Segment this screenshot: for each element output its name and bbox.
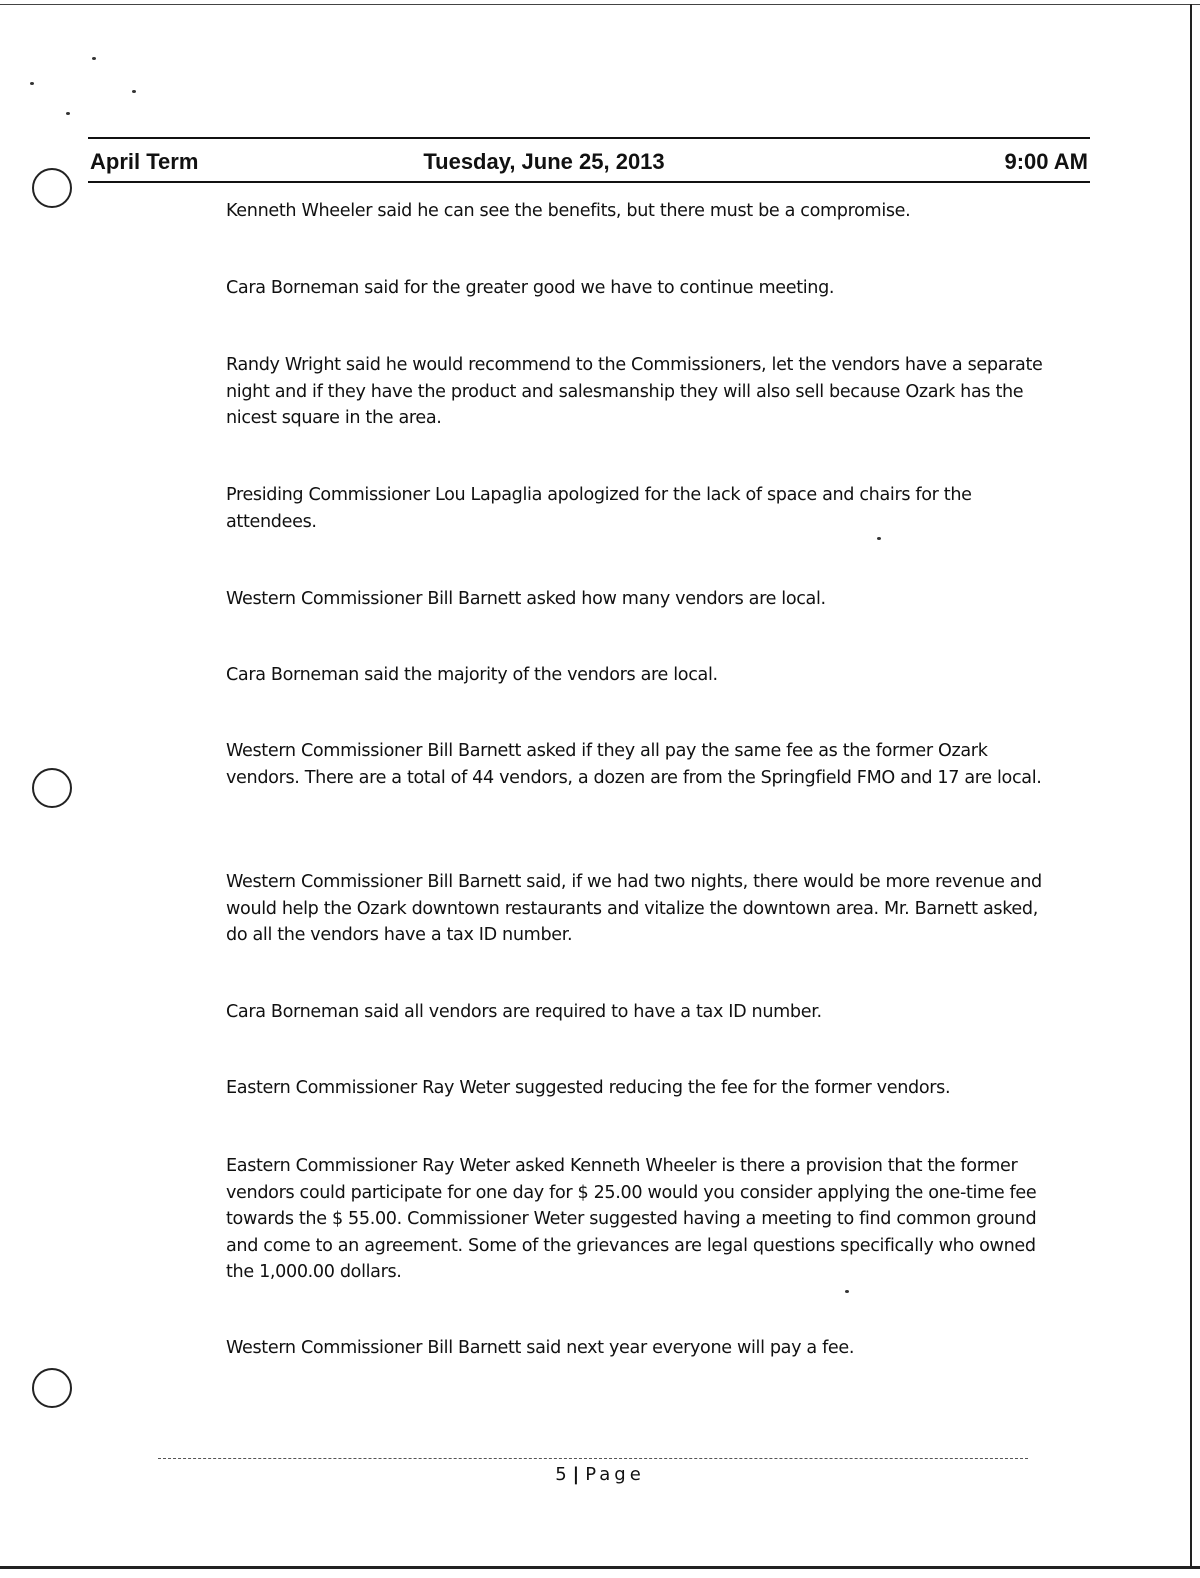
header-time: 9:00 AM — [1004, 149, 1088, 174]
scan-speck — [66, 112, 70, 115]
punch-hole-top — [32, 168, 72, 208]
scan-speck — [877, 537, 881, 540]
punch-hole-middle — [32, 768, 72, 808]
minutes-paragraph: Presiding Commissioner Lou Lapaglia apologized for the lack of space and chairs for the attendees. — [226, 485, 972, 532]
minutes-paragraph: Cara Borneman said for the greater good we have to continue meeting. — [226, 278, 835, 298]
minutes-paragraph: Cara Borneman said all vendors are required to have a tax ID number. — [226, 1002, 822, 1022]
minutes-paragraph: Western Commissioner Bill Barnett said, if we had two nights, there would be more revenue and would help the Ozark downtown restaurants and vitalize the downtown area. Mr. Barnett asked, do all the vendors have a tax ID number. — [226, 872, 1042, 945]
footer-rule — [158, 1458, 1028, 1459]
scan-speck — [132, 90, 136, 93]
punch-hole-bottom — [32, 1368, 72, 1408]
scan-speck — [92, 57, 96, 60]
page-separator: | — [572, 1464, 580, 1485]
scan-speck — [30, 82, 34, 85]
page-number: 5 — [555, 1464, 567, 1485]
minutes-paragraph: Kenneth Wheeler said he can see the benefits, but there must be a compromise. — [226, 201, 911, 221]
scan-speck — [845, 1290, 849, 1293]
minutes-paragraph: Western Commissioner Bill Barnett asked how many vendors are local. — [226, 589, 826, 609]
minutes-paragraph: Eastern Commissioner Ray Weter asked Kenneth Wheeler is there a provision that the former vendors could participate for one day for $ 25.00 would you consider applying the one-time fee towards the $ 55.00. Commissioner Weter suggested having a meeting to find common ground and come to an agreement. Some of the grievances are legal questions specifically who owned the 1,000.00 dollars. — [226, 1156, 1037, 1282]
page-edge-bottom — [0, 1566, 1200, 1569]
minutes-paragraph: Cara Borneman said the majority of the vendors are local. — [226, 665, 718, 685]
header-rule-bottom — [88, 181, 1090, 183]
minutes-paragraph: Western Commissioner Bill Barnett said next year everyone will pay a fee. — [226, 1338, 855, 1358]
page-header — [90, 146, 1088, 178]
header-term: April Term — [90, 149, 199, 174]
header-date: Tuesday, June 25, 2013 — [423, 149, 665, 174]
page-edge-right — [1190, 4, 1192, 1566]
page-label: Page — [585, 1464, 645, 1485]
page-edge-top — [0, 4, 1200, 5]
minutes-paragraph: Randy Wright said he would recommend to the Commissioners, let the vendors have a separate night and if they have the product and salesmanship they will also sell because Ozark has the nicest square in the area. — [226, 355, 1043, 428]
page-footer — [0, 1464, 1200, 1485]
minutes-paragraph: Eastern Commissioner Ray Weter suggested reducing the fee for the former vendors. — [226, 1078, 951, 1098]
minutes-paragraph: Western Commissioner Bill Barnett asked if they all pay the same fee as the former Ozark vendors. There are a total of 44 vendors, a dozen are from the Springfield FMO and 17 are local. — [226, 741, 1042, 788]
header-rule-top — [88, 137, 1090, 139]
